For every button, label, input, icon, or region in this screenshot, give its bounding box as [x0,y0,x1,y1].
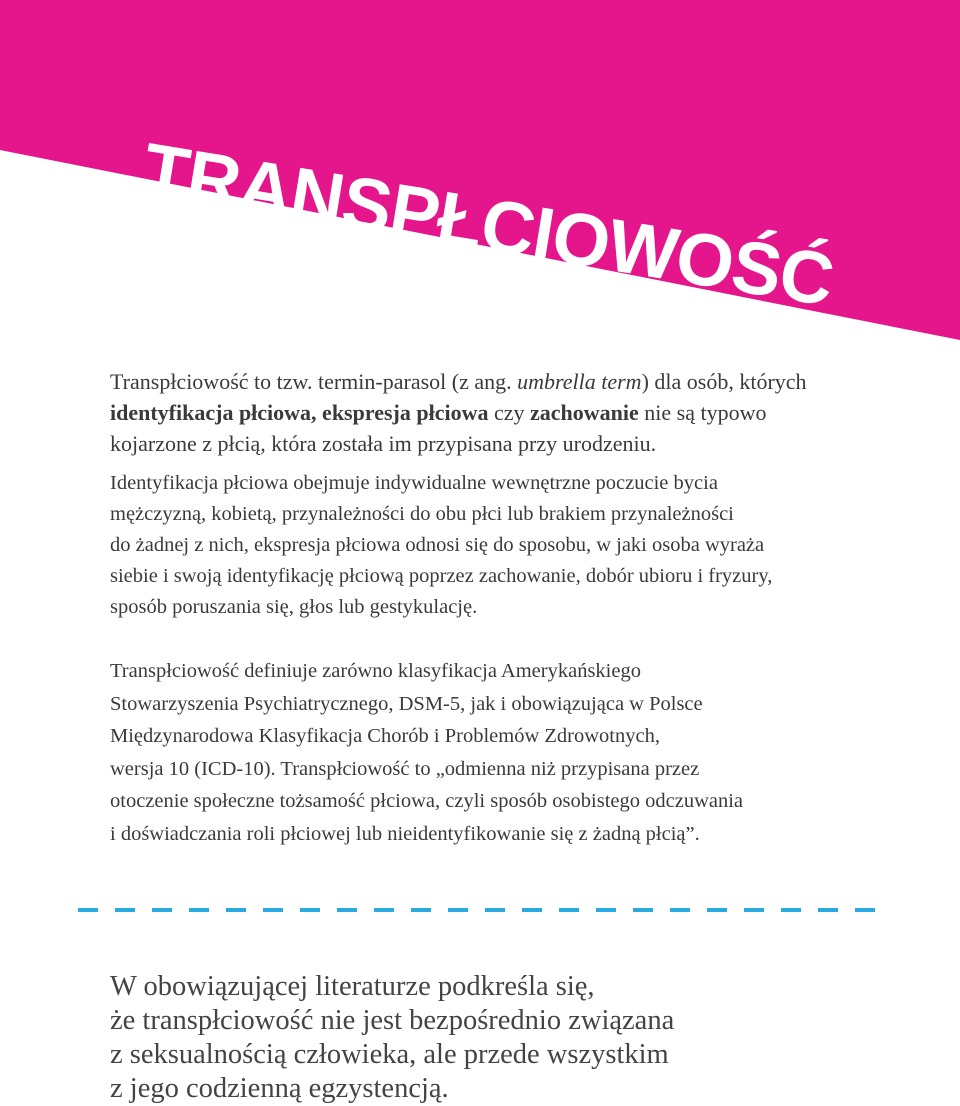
paragraph-line: Transpłciowość definiuje zarówno klasyfikacja Amerykańskiego [110,660,641,682]
text-run: Transpłciowość to tzw. termin-parasol (z ang. [110,369,518,394]
paragraph-line: wersja 10 (ICD-10). Transpłciowość to „odmienna niż przypisana przez [110,757,700,780]
paragraph-line: Stowarzyszenia Psychiatrycznego, DSM-5, jak i obowiązująca w Polsce [110,692,703,715]
text-run: ) dla osób, których [641,369,807,394]
quote-line: z jego codzienną egzystencją. [110,1073,449,1104]
definition-paragraph [110,468,870,623]
text-run: kojarzone z płcią, która została im przypisana przy urodzeniu. [110,431,657,456]
bold-term: identyfikacja płciowa, ekspresja płciowa [110,400,489,425]
text-run: czy [488,400,531,425]
text-run: nie są typowo [638,400,767,425]
paragraph-line: i doświadczania roli płciowej lub nieidentyfikowanie się z żadną płcią”. [110,822,700,845]
paragraph-line: sposób poruszania się, głos lub gestykulację. [110,596,478,618]
intro-paragraph [110,366,870,459]
quote-line: W obowiązującej literaturze podkreśla się, [110,971,595,1002]
paragraph-line: otoczenie społeczne tożsamość płciowa, czyli sposób osobistego odczuwania [110,790,744,812]
paragraph-line: Identyfikacja płciowa obejmuje indywidualne wewnętrzne poczucie bycia [110,472,718,494]
italic-term: umbrella term [517,369,642,394]
quote-line: z seksualnością człowieka, ale przede wszystkim [110,1039,669,1070]
paragraph-line [110,366,870,397]
paragraph-line: do żadnej z nich, ekspresja płciowa odnosi się do sposobu, w jaki osoba wyraża [110,534,765,556]
bold-term: zachowanie [530,400,639,425]
dashed-divider [78,906,888,914]
classification-paragraph [110,655,870,850]
paragraph-line [110,397,870,428]
paragraph-line: Międzynarodowa Klasyfikacja Chorób i Problemów Zdrowotnych, [110,725,660,747]
paragraph-line: siebie i swoją identyfikację płciową poprzez zachowanie, dobór ubioru i fryzury, [110,565,773,587]
pull-quote [110,970,870,1106]
paragraph-line: mężczyzną, kobietą, przynależności do obu płci lub brakiem przynależności [110,503,734,525]
page-title: TRANSPŁCIOWOŚĆ [137,127,839,322]
paragraph-line [110,428,870,459]
quote-line: że transpłciowość nie jest bezpośrednio związana [110,1005,675,1036]
